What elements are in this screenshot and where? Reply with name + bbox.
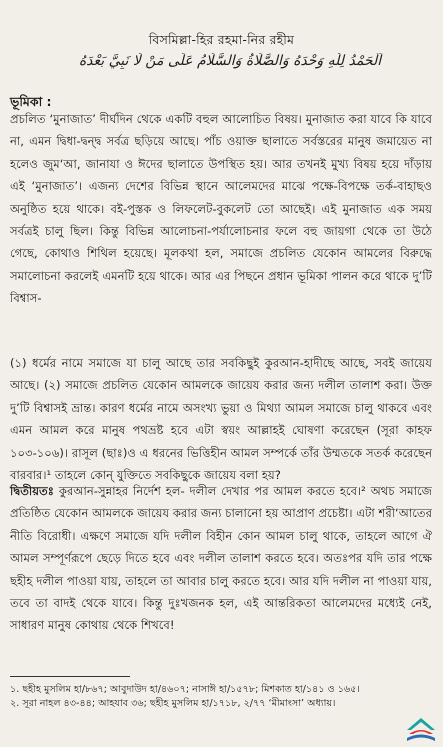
arabic-invocation: اَلْحَمْدُ لِلّٰهِ وَحْدَهُ وَالصَّلَاةُ وَالسَّلَامُ عَلَى مَنْ لَا نَبِيَّ بَعْدَهُ [78, 53, 382, 69]
first-belief-paragraph: (১) ধর্মের নামে সমাজে যা চালু আছে তার সবকিছুই কুরআন-হাদীছে আছে, সবই জায়েয আছে। (২) সমাজে প্রচলিত যেকোন আমলকে জায়েয করার জন্য দলীল তালাশ করা। উক্ত দু’টি বিশ্বাসই ভ্রান্ত। কারণ ধর্মের নামে অসংখ্য ভুয়া ও মিথ্যা আমল সমাজে চালু থাকবে এবং এমন আমল করে মানুষ পথভ্রষ্ট হবে এটা স্বয়ং আল্লাহই ঘোষণা করেছেন (সূরা কাহফ ১০৩-১০৬)। রাসূল (ছাঃ)ও এ ধরনের ভিত্তিহীন আমল সম্পর্কে তাঁর উম্মতকে সতর্ক করেছেন বারবার।¹ তাহলে কোন্ যুক্তিতে সবকিছুকে জায়েয বলা হয়? [10, 356, 432, 483]
publisher-logo-icon [403, 716, 439, 744]
second-point-lead: দ্বিতীয়তঃ [10, 484, 54, 498]
footnote-2: ২. সূরা নাহল ৪৩-৪৪; আহযাব ৩৬; ছহীহ মুসলিম হা/১৭১৮, ২/৭৭ ‘মীমাংসা’ অধ্যায়। [10, 698, 336, 709]
intro-paragraph: প্রচলিত ‘মুনাজাত’ দীর্ঘদিন থেকে একটি বহুল আলোচিত বিষয়। মুনাজাত করা যাবে কি যাবে না, এমন দ্বিধা-দ্বন্দ্ব সর্বত্র ছড়িয়ে আছে। পাঁচ ওয়াক্ত ছালাতে সর্বস্তরের মানুষ জমায়েত না হলেও জুম‘আ, জানাযা ও ঈদের ছালাতে উপস্থিত হয়। আর তখনই মুখ্য বিষয় হয়ে দাঁড়ায় এই ‘মুনাজাত’। এজন্য দেশের বিভিন্ন স্থানে আলেমদের মাঝে পক্ষে-বিপক্ষে তর্ক-বাহাছও অনুষ্ঠিত হয়ে থাকে। বই-পুস্তক ও লিফলেট-বুকলেট তো আছেই। এই মুনাজাত এক সময় সর্বত্রই চালু ছিল। কিন্তু বিভিন্ন আলোচনা-পর্যালোচনার ফলে বহু জায়গা থেকে তা উঠে গেছে, কোথাও শিথিল হয়েছে। মূলকথা হল, সমাজে প্রচলিত যেকোন আমলের বিরুদ্ধে সমালোচনা করলেই এমনটি হয়ে থাকে। আর এর পিছনে প্রধান ভূমিকা পালন করে থাকে দু’টি বিশ্বাস- [10, 112, 432, 306]
second-point-paragraph [10, 480, 432, 637]
footnote-1: ১. ছহীহ মুসলিম হা/৮৬৭; আবুদাউদ হা/৪৬০৭; নাসাঈ হা/১৫৭৮; মিশকাত হা/১৪১ ও ১৬৫। [10, 684, 360, 695]
bismillah-line: বিসমিল্লা-হির রহমা-নির রহীম [148, 32, 295, 47]
footnote-divider [10, 676, 130, 677]
section-title: ভূমিকা : [10, 94, 52, 109]
second-point-text: কুরআন-সুন্নাহর নির্দেশ হল- দলীল দেখার পর আমল করতে হবে।² অথচ সমাজে প্রতিষ্ঠিত যেকোন আমলকে জায়েয করার জন্য চালানো হয় আপ্রাণ প্রচেষ্টা। এটা শরী‘আতের নীতি বিরোধী। এক্ষণে সমাজে যদি দলীল বিহীন কোন আমল চালু থাকে, তাহলে আগে ঐ আমল সম্পূর্ণরূপে ছেড়ে দিতে হবে এবং দলীল তালাশ করতে হবে। অতঃপর যদি তার পক্ষে ছহীহ দলীল পাওয়া যায়, তাহলে তা আবার চালু করতে হবে। আর যদি দলীল না পাওয়া যায়, তবে তা বাদই থেকে যাবে। কিন্তু দুঃখজনক হল, এই আন্তরিকতা আলেমদের মধ্যেই নেই, সাধারণ মানুষ কোথায় থেকে শিখবে! [10, 484, 432, 633]
